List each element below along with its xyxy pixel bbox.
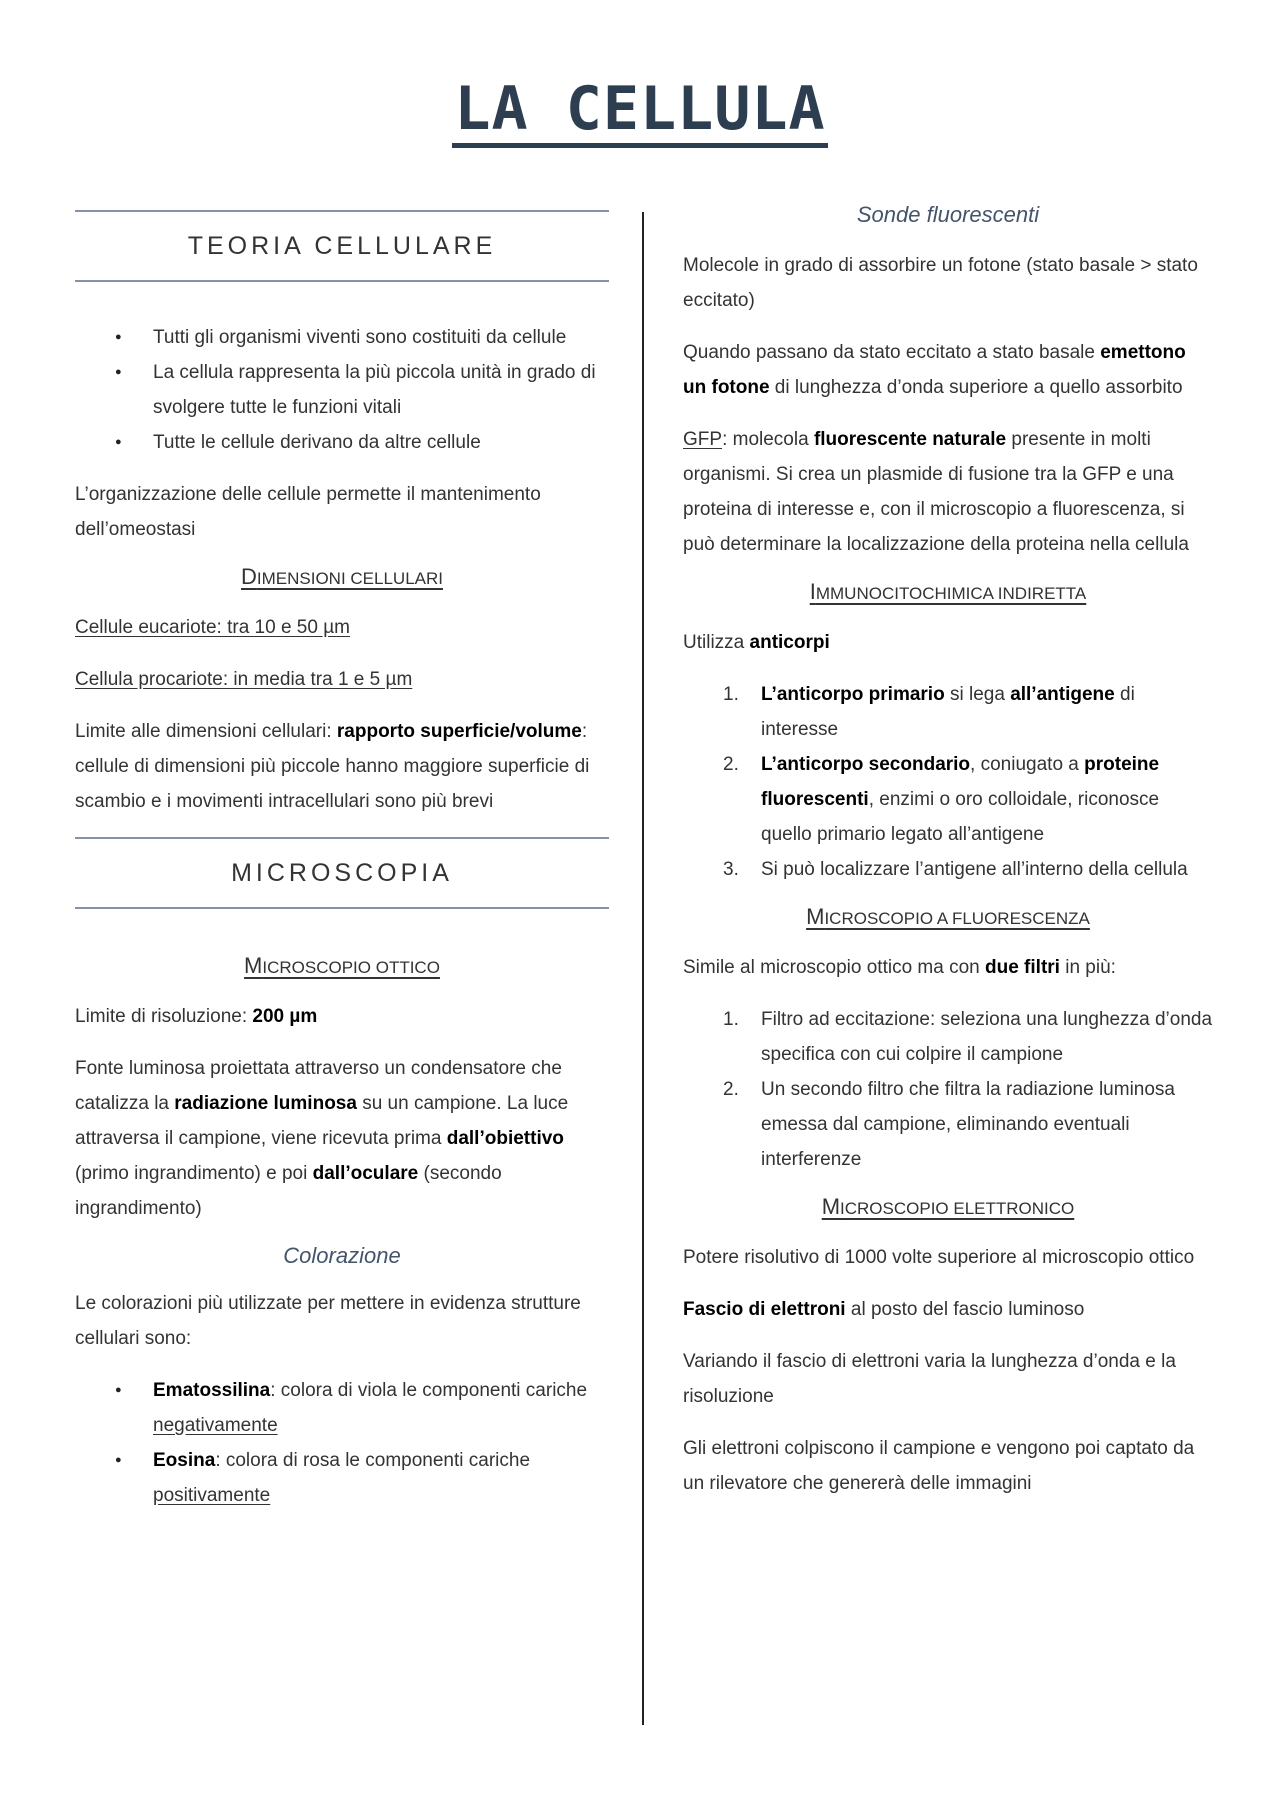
fluorescenza-step-list: [683, 1002, 1213, 1177]
omeostasi-paragraph: L’organizzazione delle cellule permette il mantenimento dell’omeostasi: [75, 484, 541, 540]
eucariote-line: Cellule eucariote: tra 10 e 50 µm: [75, 617, 350, 638]
colorazione-bullet-list: [75, 1373, 609, 1513]
list-item: 1. L’anticorpo primario si lega all’antigene di interesse: [723, 684, 1135, 740]
list-item: 2. L’anticorpo secondario, coniugato a proteine fluorescenti, enzimi o oro colloidale, riconosce quello primario legato all’antigene: [723, 754, 1160, 845]
risoluzione-paragraph: Limite di risoluzione: 200 µm: [75, 1006, 318, 1027]
sonde-heading: Sonde fluorescenti: [856, 202, 1040, 227]
fluorescenza-paragraph: Simile al microscopio ottico ma con due filtri in più:: [683, 957, 1116, 978]
variando-paragraph: Variando il fascio di elettroni varia la lunghezza d’onda e la risoluzione: [683, 1351, 1176, 1407]
fonte-paragraph: Fonte luminosa proiettata attraverso un condensatore che catalizza la radiazione luminosa su un campione. La luce attraversa il campione, viene ricevuta prima dall’obiettivo (primo ingrandimento) e poi dall’oculare (secondo ingrandimento): [75, 1058, 569, 1219]
left-column: [75, 210, 609, 1513]
immuno-paragraph: Utilizza anticorpi: [683, 632, 830, 653]
teoria-bullet-list: [75, 320, 609, 460]
colorazione-paragraph: Le colorazioni più utilizzate per mettere in evidenza strutture cellulari sono:: [75, 1293, 581, 1349]
immuno-step-list: [683, 677, 1213, 887]
list-item: 2. Un secondo filtro che filtra la radiazione luminosa emessa dal campione, eliminando eventuali interferenze: [723, 1079, 1175, 1170]
immuno-heading: IMMUNOCITOCHIMICA INDIRETTA: [809, 579, 1087, 604]
column-divider: [642, 212, 644, 1725]
elettroni-paragraph: Gli elettroni colpiscono il campione e vengono poi captato da un rilevatore che genererà delle immagini: [683, 1438, 1195, 1494]
list-item: ● Eosina: colora di rosa le componenti cariche positivamente: [153, 1443, 609, 1513]
procariote-line: Cellula procariote: in media tra 1 e 5 µm: [75, 669, 413, 690]
limite-paragraph: Limite alle dimensioni cellulari: rapporto superficie/volume: cellule di dimensioni più piccole hanno maggiore superficie di scambio e i movimenti intracellulari sono più brevi: [75, 721, 590, 812]
fluorescenza-heading: MICROSCOPIO A FLUORESCENZA: [806, 904, 1090, 929]
section-heading-microscopia: MICROSCOPIA: [75, 837, 609, 909]
list-item: ● La cellula rappresenta la più piccola unità in grado di svolgere tutte le funzioni vitali: [153, 355, 609, 425]
sonde-paragraph-1: Molecole in grado di assorbire un fotone (stato basale > stato eccitato): [683, 255, 1198, 311]
section-heading-teoria: TEORIA CELLULARE: [75, 210, 609, 282]
ottico-heading: MICROSCOPIO OTTICO: [244, 953, 440, 978]
list-item: 1. Filtro ad eccitazione: seleziona una lunghezza d’onda specifica con cui colpire il campione: [723, 1009, 1213, 1065]
sonde-paragraph-2: Quando passano da stato eccitato a stato basale emettono un fotone di lunghezza d’onda superiore a quello assorbito: [683, 342, 1186, 398]
gfp-paragraph: GFP: molecola fluorescente naturale presente in molti organismi. Si crea un plasmide di fusione tra la GFP e una proteina di interesse e, con il microscopio a fluorescenza, si può determinare la localizzazione della proteina nella cellula: [683, 429, 1189, 555]
potere-paragraph: Potere risolutivo di 1000 volte superiore al microscopio ottico: [683, 1247, 1195, 1268]
list-item: ● Ematossilina: colora di viola le componenti cariche negativamente: [153, 1373, 609, 1443]
list-item: ● Tutti gli organismi viventi sono costituiti da cellule: [153, 320, 609, 355]
colorazione-heading: Colorazione: [283, 1243, 401, 1268]
dimensioni-heading: DIMENSIONI CELLULARI: [241, 564, 443, 589]
fascio-paragraph: Fascio di elettroni al posto del fascio luminoso: [683, 1299, 1085, 1320]
elettronico-heading: MICROSCOPIO ELETTRONICO: [821, 1194, 1075, 1219]
page-title: LA CELLULA: [0, 78, 1280, 148]
right-column: [683, 202, 1213, 1501]
list-item: 3. Si può localizzare l’antigene all’interno della cellula: [723, 859, 1188, 880]
list-item: ● Tutte le cellule derivano da altre cellule: [153, 425, 609, 460]
